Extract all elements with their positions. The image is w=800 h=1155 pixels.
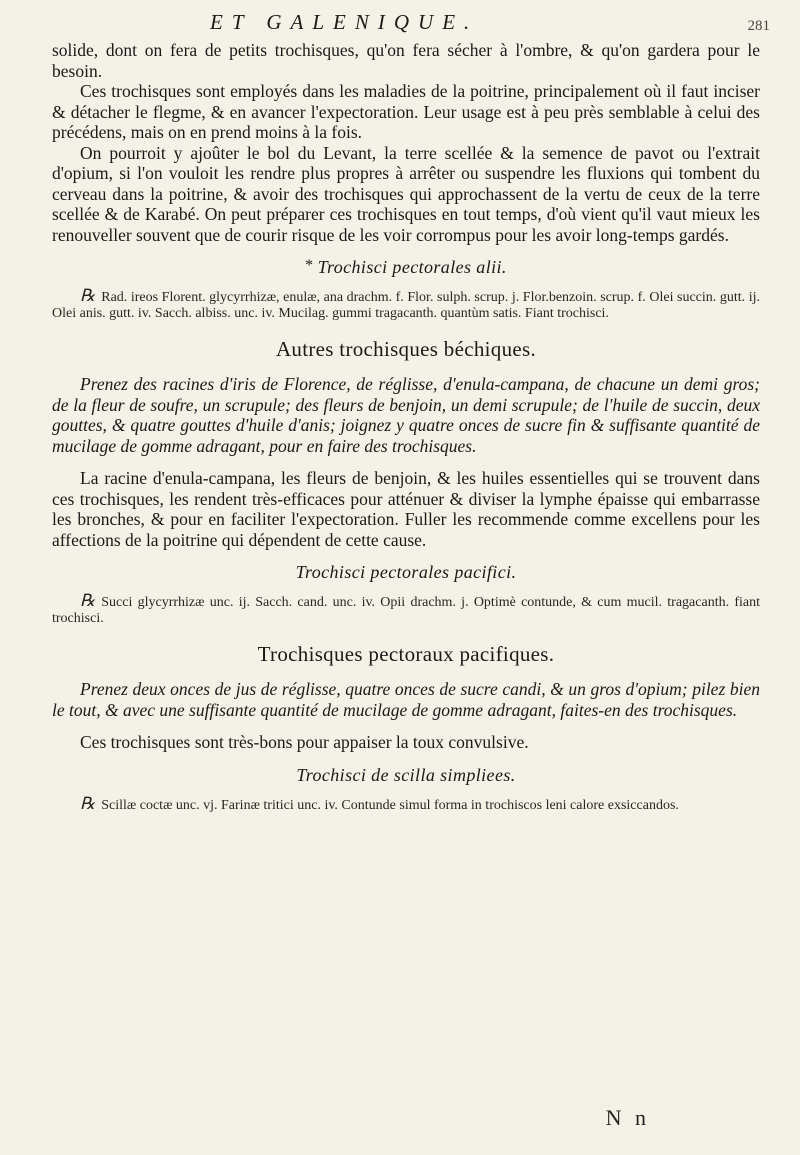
paragraph-continued: solide, dont on fera de petits trochisques, qu'on fera sécher à l'ombre, & qu'on gardera pour le besoin. [52,40,760,81]
french-recipe-2: Prenez deux onces de jus de réglisse, quatre onces de sucre candi, & un gros d'opium; pilez bien le tout, & avec une suffisante quantité de mucilage de gomme adragant, faites-en des trochisques. [52,679,760,720]
recipe-symbol-icon: ℞ [80,793,96,813]
heading-text: Trochisci pectorales alii. [317,257,507,277]
recipe-text: Succi glycyrrhizæ unc. ij. Sacch. cand. unc. iv. Opii drachm. j. Optimè contunde, & cum mucil. tragacanth. fiant trochisci. [52,595,760,626]
signature-mark: N n [605,1105,650,1130]
page-body [52,40,760,813]
heading-autres-trochisques: Autres trochisques béchiques. [275,337,537,361]
heading-trochisci-de-scilla: Trochisci de scilla simpliees. [296,764,516,785]
recipe-symbol-icon: ℞ [80,286,96,305]
latin-recipe-3 [52,793,760,814]
latin-recipe-2 [52,593,760,626]
paragraph-usage: Ces trochisques sont employés dans les maladies de la poitrine, principalement où il faut inciser & détacher le flegme, & en avancer l'expectoration. Leur usage est à peu près semblable à celui des précédens, mais on en prend moins à la fois. [52,81,760,142]
paragraph-virtues: La racine d'enula-campana, les fleurs de benjoin, & les huiles essentielles qui se trouvent dans ces trochisques, les rendent très-efficaces pour atténuer & diviser la lymphe épaisse qui embarrasse les bronches, & pour en faciliter l'expectoration. Fuller les recommende comme excellens pour les affections de la poitrine qui dépendent de cette cause. [52,468,760,550]
heading-trochisques-pacifiques: Trochisques pectoraux pacifiques. [257,642,555,666]
paragraph-cough: Ces trochisques sont très-bons pour appaiser la toux convulsive. [80,732,529,752]
recipe-symbol-icon: ℞ [80,591,96,610]
asterisk-marker: * [305,257,314,274]
latin-recipe-1 [52,288,760,321]
running-head: ET GALENIQUE. [210,10,479,34]
heading-trochisci-pectorales-alii [52,257,760,278]
recipe-text: Scillæ coctæ unc. vj. Farinæ tritici unc. iv. Contunde simul forma in trochiscos leni calore exsiccandos. [101,797,679,813]
recipe-text: Rad. ireos Florent. glycyrrhizæ, enulæ, ana drachm. f. Flor. sulph. scrup. j. Flor.benzoin. scrup. f. Olei succin. gutt. ij. Olei anis. gutt. iv. Sacch. albiss. unc. iv. Mucilag. gummi tragacanth. quantùm satis. Fiant trochisci. [52,290,760,321]
french-recipe-1: Prenez des racines d'iris de Florence, de réglisse, d'enula-campana, de chacune un demi gros; de la fleur de soufre, un scrupule; des fleurs de benjoin, un demi scrupule; de l'huile de succin, deux gouttes, & quatre gouttes d'huile d'anis; joignez y quatre onces de sucre fin & suffisante quantité de mucilage de gomme adragant, pour en faire des trochisques. [52,374,760,456]
heading-trochisci-pacifici: Trochisci pectorales pacifici. [295,562,517,582]
paragraph-additions: On pourroit y ajoûter le bol du Levant, la terre scellée & la semence de pavot ou l'extrait d'opium, si l'on vouloit les rendre plus propres à arrêter ou suspendre les fluxions qui tombent du cerveau dans la poitrine, & avoir des trochisques qui approchassent de la vertu de ceux de la terre scellée & de Karabé. On peut préparer ces trochisques en tout temps, d'où vient qu'il vaut mieux les renouveller souvent que de courir risque de les voir corrompus pour les avoir long-temps gardés. [52,142,760,245]
page-number: 281 [747,18,770,34]
